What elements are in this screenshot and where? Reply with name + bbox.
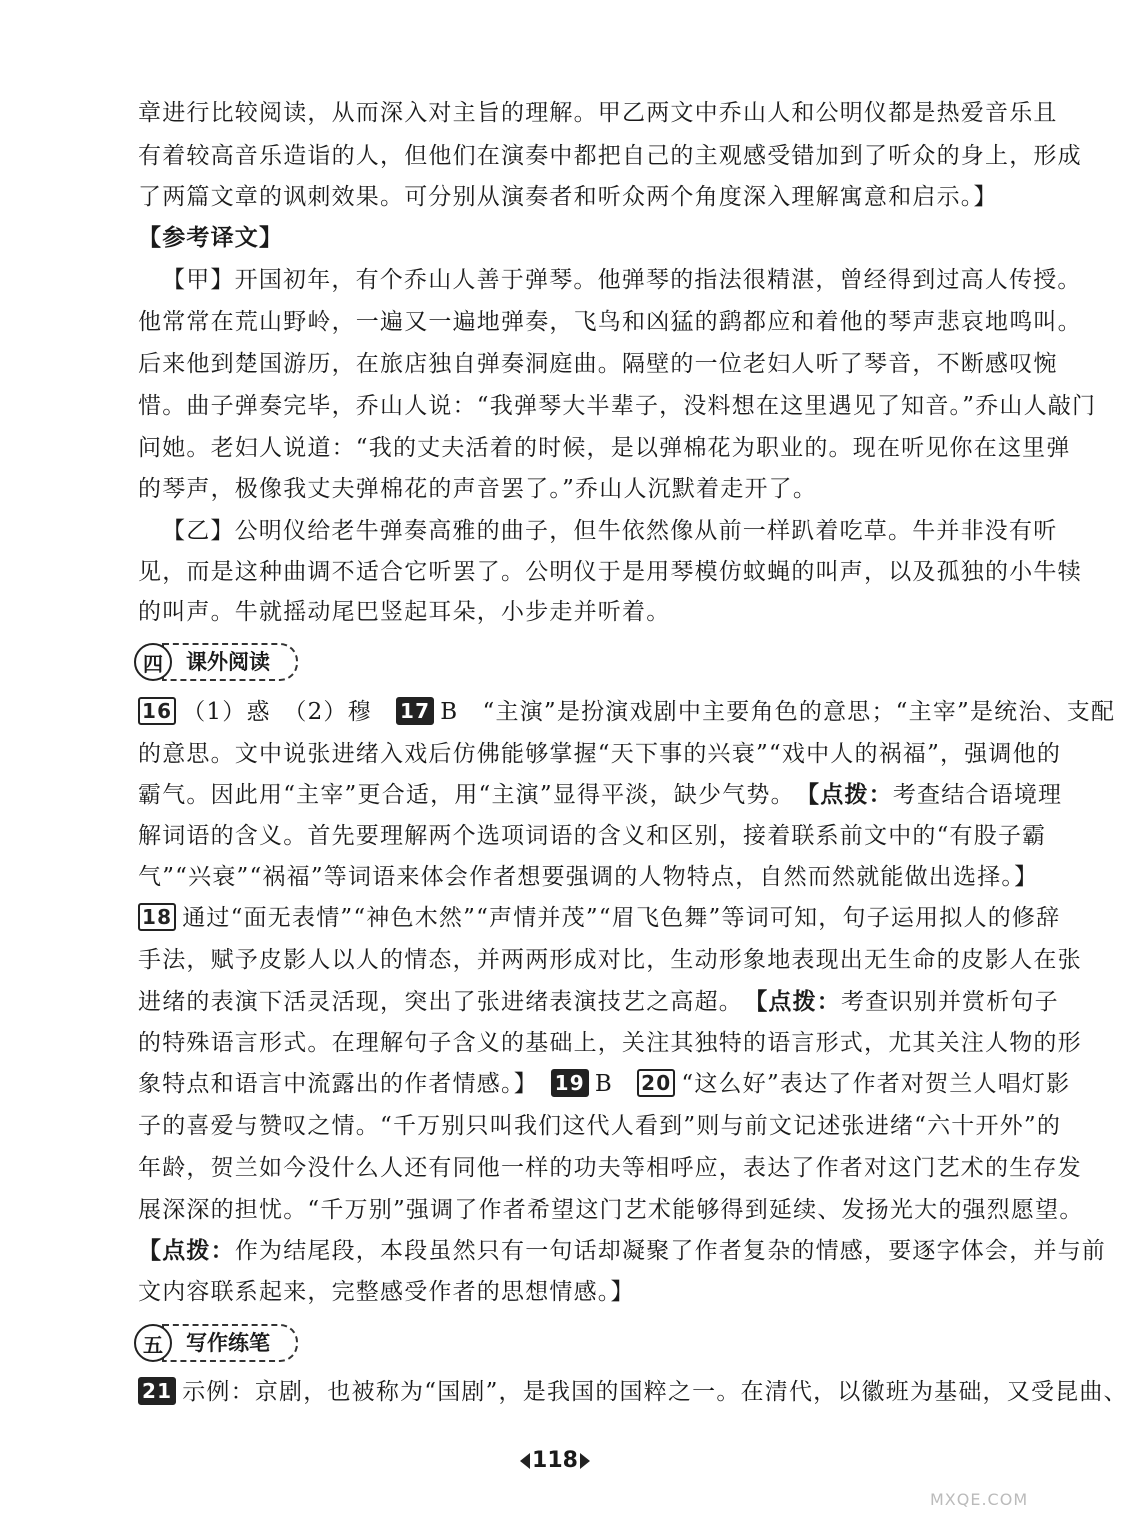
question-number: 17	[396, 697, 434, 725]
text-line: 文内容联系起来，完整感受作者的思想情感。】	[138, 1279, 635, 1305]
text-line: 的琴声，极像我丈夫弹棉花的声音罢了。”乔山人沉默着走开了。	[138, 476, 818, 502]
text-line: 年龄，贺兰如今没什么人还有同他一样的功夫等相呼应，表达了作者对这门艺术的生存发	[138, 1155, 1082, 1181]
question-number: 20	[637, 1069, 675, 1097]
section-number: 五	[134, 1324, 172, 1362]
answer-line: 象特点和语言中流露出的作者情感。】 19 B 20 “这么好”表达了作者对贺兰人唱灯影	[138, 1071, 1071, 1097]
triangle-right-icon	[580, 1453, 590, 1469]
answer-line: 21 示例：京剧，也被称为“国剧”，是我国的国粹之一。在清代，以徽班为基础，又受昆曲、	[138, 1377, 1008, 1407]
page-number: 118	[0, 1448, 1110, 1473]
watermark: MXQE.COM	[930, 1490, 1029, 1509]
question-number: 18	[138, 903, 176, 931]
section-title: 课外阅读	[162, 643, 298, 681]
text-line: 章进行比较阅读，从而深入对主旨的理解。甲乙两文中乔山人和公明仪都是热爱音乐且	[138, 100, 1058, 126]
text-line: 他常常在荒山野岭，一遍又一遍地弹奏，飞鸟和凶猛的鹞都应和着他的琴声悲哀地鸣叫。	[138, 309, 1082, 335]
text-line: 见，而是这种曲调不适合它听罢了。公明仪于是用琴模仿蚊蝇的叫声，以及孤独的小牛犊	[138, 559, 1082, 585]
triangle-left-icon	[520, 1453, 530, 1469]
answer-line: 16 （1）惑 （2）穆 17 B “主演”是扮演戏剧中主要角色的意思；“主宰”是统治、支配	[138, 697, 1008, 727]
question-number: 19	[551, 1069, 589, 1097]
text-line: 手法，赋予皮影人以人的情态，并两两形成对比，生动形象地表现出无生命的皮影人在张	[138, 947, 1082, 973]
text-line: 【点拨：作为结尾段，本段虽然只有一句话却凝聚了作者复杂的情感，要逐字体会，并与前	[138, 1238, 1107, 1264]
text-line: 气”“兴衰”“祸福”等词语来体会作者想要强调的人物特点，自然而然就能做出选择。】	[138, 864, 1039, 890]
text-line: 了两篇文章的讽刺效果。可分别从演奏者和听众两个角度深入理解寓意和启示。】	[138, 184, 998, 210]
text-line: 【乙】公明仪给老牛弹奏高雅的曲子，但牛依然像从前一样趴着吃草。牛并非没有听	[162, 518, 1058, 544]
text-line: 的叫声。牛就摇动尾巴竖起耳朵，小步走并听着。	[138, 599, 671, 625]
text-line: 解词语的含义。首先要理解两个选项词语的含义和区别，接着联系前文中的“有股子霸	[138, 823, 1047, 849]
section-header-5	[134, 1323, 298, 1363]
text-line: 问她。老妇人说道：“我的丈夫活着的时候，是以弹棉花为职业的。现在听见你在这里弹	[138, 435, 1071, 461]
section-number: 四	[134, 643, 172, 681]
text-line: 展深深的担忧。“千万别”强调了作者希望这门艺术能够得到延续、发扬光大的强烈愿望。	[138, 1197, 1084, 1223]
text-line: 【甲】开国初年，有个乔山人善于弹琴。他弹琴的指法很精湛，曾经得到过高人传授。	[162, 267, 1082, 293]
question-number: 21	[138, 1377, 176, 1405]
text-line: 后来他到楚国游历，在旅店独自弹奏洞庭曲。隔壁的一位老妇人听了琴音，不断感叹惋	[138, 351, 1058, 377]
text-line: 的特殊语言形式。在理解句子含义的基础上，关注其独特的语言形式，尤其关注人物的形	[138, 1030, 1082, 1056]
text-line: 子的喜爱与赞叹之情。“千万别只叫我们这代人看到”则与前文记述张进绪“六十开外”的	[138, 1113, 1062, 1139]
text-line: 的意思。文中说张进绪入戏后仿佛能够掌握“天下事的兴衰”“戏中人的祸福”，强调他的	[138, 741, 1062, 767]
question-number: 16	[138, 697, 176, 725]
section-header-4	[134, 642, 298, 682]
text-line: 有着较高音乐造诣的人，但他们在演奏中都把自己的主观感受错加到了听众的身上，形成	[138, 143, 1082, 169]
answer-line: 18 通过“面无表情”“神色木然”“声情并茂”“眉飞色舞”等词可知，句子运用拟人的修辞	[138, 903, 1008, 933]
text-line: 进绪的表演下活灵活现，突出了张进绪表演技艺之高超。 【点拨：考查识别并赏析句子	[138, 989, 1059, 1015]
text-line: 惜。曲子弹奏完毕，乔山人说：“我弹琴大半辈子，没料想在这里遇见了知音。”乔山人敲门	[138, 393, 1097, 419]
section-heading-reference: 【参考译文】	[138, 225, 284, 251]
text-line: 霸气。因此用“主宰”更合适，用“主演”显得平淡，缺少气势。 【点拨：考查结合语境理	[138, 782, 1063, 808]
section-title: 写作练笔	[162, 1324, 298, 1362]
